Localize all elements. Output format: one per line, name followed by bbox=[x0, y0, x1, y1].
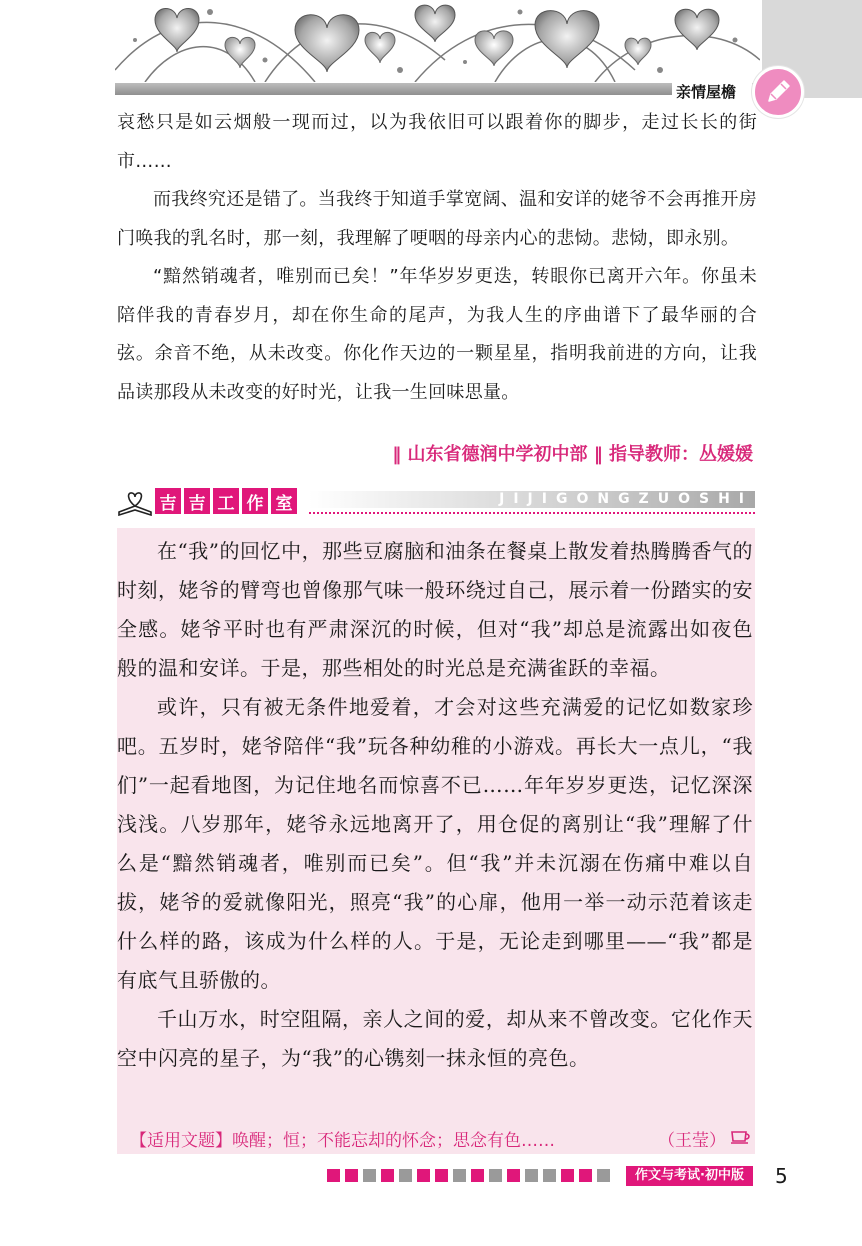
story-paragraph-1: 哀愁只是如云烟般一现而过，以为我依旧可以跟着你的脚步，走过长长的街市…… bbox=[117, 112, 757, 172]
reviewer-name: （王莹） bbox=[658, 1131, 726, 1151]
studio-char: 工 bbox=[213, 488, 239, 514]
page-number: 5 bbox=[775, 1164, 788, 1188]
footer-square bbox=[327, 1169, 340, 1182]
footer-square bbox=[579, 1169, 592, 1182]
studio-char: 吉 bbox=[184, 488, 210, 514]
theme-text: 唤醒；恒；不能忘却的怀念；思念有色…… bbox=[232, 1131, 555, 1151]
footer-square bbox=[561, 1169, 574, 1182]
author-line: ‖ 山东省德润中学初中部 ‖ 指导教师：丛媛媛 bbox=[392, 444, 753, 465]
header-heart-artwork bbox=[115, 0, 760, 82]
studio-title bbox=[155, 488, 297, 514]
theme-line bbox=[130, 1126, 754, 1151]
footer-square bbox=[507, 1169, 520, 1182]
studio-pinyin: JIJIGONGZUOSHI bbox=[309, 491, 755, 508]
dotted-rule bbox=[309, 512, 755, 514]
magazine-title: 作文与考试·初中版 bbox=[626, 1166, 753, 1186]
footer-square bbox=[399, 1169, 412, 1182]
footer-square bbox=[453, 1169, 466, 1182]
commentary-paragraph-3: 千山万水，时空阻隔，亲人之间的爱，却从来不曾改变。它化作天空中闪亮的星子，为“我”的心镌刻一抹永恒的亮色。 bbox=[117, 1007, 753, 1070]
story-body bbox=[117, 104, 757, 412]
section-label: 亲情屋檐 bbox=[676, 83, 737, 101]
teacup-icon bbox=[730, 1129, 752, 1145]
footer-square bbox=[525, 1169, 538, 1182]
studio-heading bbox=[117, 488, 755, 518]
story-paragraph-3: “黯然销魂者，唯别而已矣！”年华岁岁更迭，转眼你已离开六年。你虽未陪伴我的青春岁月，却在你生命的尾声，为我人生的序曲谱下了最华丽的合弦。余音不绝，从未改变。你化作天边的一颗星星，指明我前进的方向，让我品读那段从未改变的好时光，让我一生回味思量。 bbox=[117, 266, 757, 403]
commentary-paragraph-1: 在“我”的回忆中，那些豆腐脑和油条在餐桌上散发着热腾腾香气的时刻，姥爷的臂弯也曾像那气味一般环绕过自己，展示着一份踏实的安全感。姥爷平时也有严肃深沉的时候，但对“我”却总是流露出如夜色般的温和安详。于是，那些相处的时光总是充满雀跃的幸福。 bbox=[117, 539, 753, 680]
commentary-body bbox=[117, 532, 753, 1078]
footer-square bbox=[381, 1169, 394, 1182]
footer-square bbox=[417, 1169, 430, 1182]
commentary-paragraph-2: 或许，只有被无条件地爱着，才会对这些充满爱的记忆如数家珍吧。五岁时，姥爷陪伴“我”玩各种幼稚的小游戏。再长大一点儿，“我们”一起看地图，为记住地名而惊喜不已……年年岁岁更迭，记忆深深浅浅。八岁那年，姥爷永远地离开了，用仓促的离别让“我”理解了什么是“黯然销魂者，唯别而已矣”。但“我”并未沉溺在伤痛中难以自拔，姥爷的爱就像阳光，照亮“我”的心扉，他用一举一动示范着该走什么样的路，该成为什么样的人。于是，无论走到哪里——“我”都是有底气且骄傲的。 bbox=[117, 695, 753, 992]
footer-square bbox=[363, 1169, 376, 1182]
footer-square bbox=[345, 1169, 358, 1182]
footer-squares bbox=[327, 1169, 610, 1182]
studio-char: 室 bbox=[271, 488, 297, 514]
studio-char: 吉 bbox=[155, 488, 181, 514]
pencil-icon bbox=[752, 66, 804, 118]
theme-label: 【适用文题】 bbox=[130, 1131, 232, 1151]
story-paragraph-2: 而我终究还是错了。当我终于知道手掌宽阔、温和安详的姥爷不会再推开房门唤我的乳名时，那一刻，我理解了哽咽的母亲内心的悲恸。悲恸，即永别。 bbox=[117, 189, 757, 249]
studio-char: 作 bbox=[242, 488, 268, 514]
book-heart-icon bbox=[117, 490, 153, 516]
footer-square bbox=[471, 1169, 484, 1182]
footer-square bbox=[489, 1169, 502, 1182]
header-bar bbox=[115, 83, 755, 95]
footer-square bbox=[597, 1169, 610, 1182]
footer-square bbox=[543, 1169, 556, 1182]
footer-square bbox=[435, 1169, 448, 1182]
